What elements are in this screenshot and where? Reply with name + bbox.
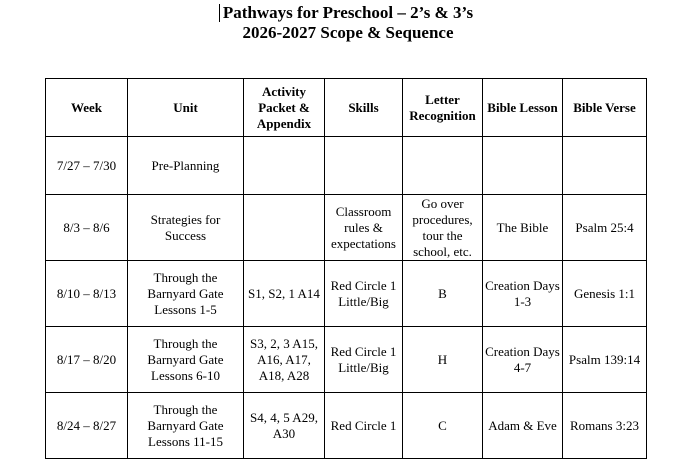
cell-week: 8/10 – 8/13 [46,261,128,327]
cell-letter: H [403,327,483,393]
header-bible-verse: Bible Verse [563,79,647,137]
header-letter-recognition: Letter Recognition [403,79,483,137]
table-header-row [46,79,647,137]
table-row [46,393,647,459]
cell-unit: Through the Barnyard Gate Lessons 11-15 [128,393,244,459]
cell-lesson: The Bible [483,195,563,261]
cell-verse: Psalm 139:14 [563,327,647,393]
cell-skills: Classroom rules & expectations [325,195,403,261]
cell-week: 8/24 – 8/27 [46,393,128,459]
cell-activity [244,137,325,195]
cell-activity [244,195,325,261]
cell-unit: Pre-Planning [128,137,244,195]
cell-skills: Red Circle 1 Little/Big [325,327,403,393]
cell-unit: Through the Barnyard Gate Lessons 6-10 [128,327,244,393]
cell-activity: S4, 4, 5 A29, A30 [244,393,325,459]
cell-letter: C [403,393,483,459]
header-skills: Skills [325,79,403,137]
header-week: Week [46,79,128,137]
cell-verse: Psalm 25:4 [563,195,647,261]
document-title: Pathways for Preschool – 2’s & 3’s [222,3,474,22]
cell-letter [403,137,483,195]
cell-verse: Romans 3:23 [563,393,647,459]
cell-activity: S1, S2, 1 A14 [244,261,325,327]
text-cursor [219,4,220,22]
table-row [46,137,647,195]
cell-unit: Strategies for Success [128,195,244,261]
cell-letter: B [403,261,483,327]
cell-lesson: Adam & Eve [483,393,563,459]
cell-verse [563,137,647,195]
table-row [46,261,647,327]
cell-activity: S3, 2, 3 A15, A16, A17, A18, A28 [244,327,325,393]
cell-verse: Genesis 1:1 [563,261,647,327]
cell-skills: Red Circle 1 [325,393,403,459]
cell-week: 8/17 – 8/20 [46,327,128,393]
document-subtitle: 2026-2027 Scope & Sequence [242,23,454,42]
table-row [46,327,647,393]
cell-lesson [483,137,563,195]
scope-sequence-table [45,78,647,459]
cell-lesson: Creation Days 1-3 [483,261,563,327]
header-unit: Unit [128,79,244,137]
header-activity-packet: Activity Packet & Appendix [244,79,325,137]
cell-week: 8/3 – 8/6 [46,195,128,261]
table-row [46,195,647,261]
cell-lesson: Creation Days 4-7 [483,327,563,393]
header-bible-lesson: Bible Lesson [483,79,563,137]
cell-letter: Go over procedures, tour the school, etc. [403,195,483,261]
cell-skills [325,137,403,195]
cell-unit: Through the Barnyard Gate Lessons 1-5 [128,261,244,327]
cell-week: 7/27 – 7/30 [46,137,128,195]
cell-skills: Red Circle 1 Little/Big [325,261,403,327]
